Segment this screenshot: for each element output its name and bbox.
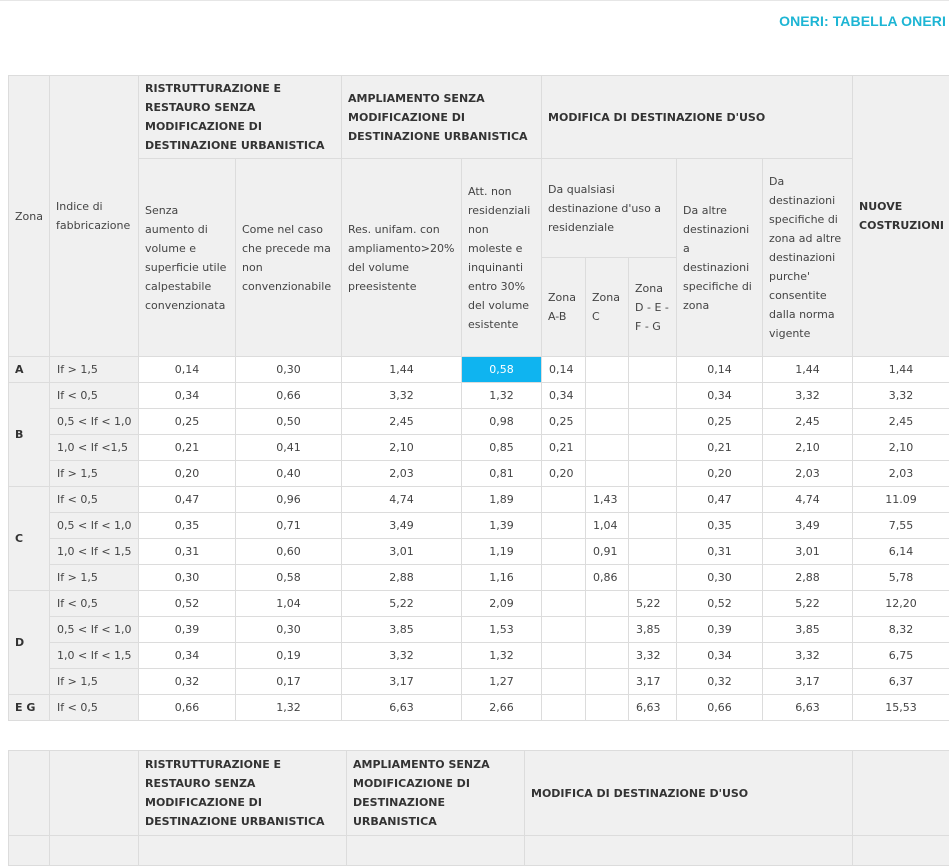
value-cell: 0,98: [462, 409, 542, 435]
table-row: [9, 565, 949, 591]
value-cell: 1,43: [586, 487, 629, 513]
value-cell: 0,85: [462, 435, 542, 461]
value-cell: 4,74: [342, 487, 462, 513]
value-cell: 0,21: [542, 435, 586, 461]
value-cell: [629, 513, 677, 539]
header-res-unifam: Res. unifam. con ampliamento>20% del volume preesistente: [342, 159, 462, 357]
header-zona-c: Zona C: [586, 258, 629, 357]
value-cell: 12,20: [853, 591, 949, 617]
value-cell: 0,19: [236, 643, 342, 669]
value-cell: 3,32: [763, 643, 853, 669]
value-cell: 2,88: [342, 565, 462, 591]
value-cell: 1,44: [342, 357, 462, 383]
highlighted-value-cell[interactable]: 0,58: [462, 357, 542, 383]
value-cell: 1,53: [462, 617, 542, 643]
table-row: [9, 669, 949, 695]
header-ristrutturazione: RISTRUTTURAZIONE E RESTAURO SENZA MODIFICAZIONE DI DESTINAZIONE URBANISTICA: [139, 751, 347, 836]
value-cell: 2,45: [342, 409, 462, 435]
indice-cell: If < 0,5: [50, 591, 139, 617]
header-indice: Indice di fabbricazione: [50, 76, 139, 357]
indice-cell: If < 0,5: [50, 487, 139, 513]
value-cell: [542, 617, 586, 643]
value-cell: [586, 461, 629, 487]
value-cell: 2,03: [342, 461, 462, 487]
header-da-qualsiasi: Da qualsiasi destinazione d'uso a residenziale: [542, 159, 677, 258]
value-cell: [586, 669, 629, 695]
header-cell: [9, 836, 50, 866]
header-da-altre: Da altre destinazioni a destinazioni specifiche di zona: [677, 159, 763, 357]
value-cell: [586, 435, 629, 461]
value-cell: 3,32: [763, 383, 853, 409]
value-cell: 15,53: [853, 695, 949, 721]
value-cell: 0,39: [139, 617, 236, 643]
header-nuove-empty: [853, 751, 949, 836]
value-cell: 0,20: [542, 461, 586, 487]
value-cell: [629, 435, 677, 461]
header-zona-empty: [9, 751, 50, 836]
header-zona: Zona: [9, 76, 50, 357]
value-cell: 0,25: [677, 409, 763, 435]
value-cell: 0,34: [542, 383, 586, 409]
header-ampliamento: AMPLIAMENTO SENZA MODIFICAZIONE DI DESTINAZIONE URBANISTICA: [347, 751, 525, 836]
value-cell: [542, 669, 586, 695]
header-come-nel-caso: Come nel caso che precede ma non convenzionabile: [236, 159, 342, 357]
value-cell: 1,39: [462, 513, 542, 539]
indice-cell: 0,5 < If < 1,0: [50, 513, 139, 539]
value-cell: 6,37: [853, 669, 949, 695]
value-cell: 5,22: [763, 591, 853, 617]
value-cell: [542, 539, 586, 565]
value-cell: 2,45: [853, 409, 949, 435]
value-cell: [629, 565, 677, 591]
value-cell: 2,03: [853, 461, 949, 487]
top-divider: [0, 0, 949, 1]
value-cell: 3,32: [342, 643, 462, 669]
value-cell: 1,19: [462, 539, 542, 565]
table-row: [9, 383, 949, 409]
value-cell: 0,50: [236, 409, 342, 435]
value-cell: 0,47: [139, 487, 236, 513]
value-cell: [586, 409, 629, 435]
value-cell: 2,45: [763, 409, 853, 435]
table-row: [9, 357, 949, 383]
indice-cell: If > 1,5: [50, 669, 139, 695]
value-cell: 6,63: [763, 695, 853, 721]
value-cell: 3,85: [629, 617, 677, 643]
value-cell: 0,66: [677, 695, 763, 721]
value-cell: 0,30: [236, 617, 342, 643]
header-cell: [853, 836, 949, 866]
value-cell: 1,89: [462, 487, 542, 513]
table-row: [9, 539, 949, 565]
value-cell: 0,41: [236, 435, 342, 461]
page-title: ONERI: TABELLA ONERI: [779, 13, 946, 29]
value-cell: 6,63: [342, 695, 462, 721]
value-cell: [629, 461, 677, 487]
value-cell: 1,44: [763, 357, 853, 383]
table-row: [9, 695, 949, 721]
value-cell: 0,25: [139, 409, 236, 435]
value-cell: 0,34: [677, 643, 763, 669]
value-cell: [586, 617, 629, 643]
value-cell: 0,30: [677, 565, 763, 591]
value-cell: 2,03: [763, 461, 853, 487]
value-cell: [629, 383, 677, 409]
table-row: [9, 617, 949, 643]
value-cell: 5,22: [342, 591, 462, 617]
oneri-table-second: [8, 750, 949, 866]
value-cell: 0,35: [677, 513, 763, 539]
value-cell: [629, 409, 677, 435]
value-cell: 2,66: [462, 695, 542, 721]
indice-cell: If > 1,5: [50, 357, 139, 383]
indice-cell: If < 0,5: [50, 383, 139, 409]
indice-cell: 1,0 < If < 1,5: [50, 643, 139, 669]
value-cell: 0,66: [236, 383, 342, 409]
value-cell: 0,86: [586, 565, 629, 591]
zona-cell: C: [9, 487, 50, 591]
indice-cell: If > 1,5: [50, 461, 139, 487]
table-row: [9, 643, 949, 669]
value-cell: 2,10: [342, 435, 462, 461]
value-cell: 8,32: [853, 617, 949, 643]
value-cell: 0,71: [236, 513, 342, 539]
value-cell: 0,14: [542, 357, 586, 383]
header-cell: [139, 836, 347, 866]
value-cell: 0,17: [236, 669, 342, 695]
value-cell: 0,14: [139, 357, 236, 383]
value-cell: 1,32: [462, 383, 542, 409]
table-row: [9, 461, 949, 487]
value-cell: [629, 357, 677, 383]
value-cell: [586, 591, 629, 617]
value-cell: 3,49: [763, 513, 853, 539]
value-cell: 3,01: [763, 539, 853, 565]
value-cell: [586, 383, 629, 409]
value-cell: 0,31: [677, 539, 763, 565]
value-cell: 2,10: [853, 435, 949, 461]
header-ampliamento: AMPLIAMENTO SENZA MODIFICAZIONE DI DESTINAZIONE URBANISTICA: [342, 76, 542, 159]
value-cell: 0,96: [236, 487, 342, 513]
value-cell: [542, 487, 586, 513]
value-cell: [542, 591, 586, 617]
value-cell: 0,39: [677, 617, 763, 643]
value-cell: 0,66: [139, 695, 236, 721]
table-row: [9, 409, 949, 435]
value-cell: 0,30: [139, 565, 236, 591]
table-row: [9, 435, 949, 461]
value-cell: 3,32: [342, 383, 462, 409]
value-cell: 0,21: [139, 435, 236, 461]
value-cell: 4,74: [763, 487, 853, 513]
value-cell: [542, 643, 586, 669]
zona-cell: A: [9, 357, 50, 383]
header-ristrutturazione: RISTRUTTURAZIONE E RESTAURO SENZA MODIFICAZIONE DI DESTINAZIONE URBANISTICA: [139, 76, 342, 159]
value-cell: [542, 513, 586, 539]
value-cell: 0,31: [139, 539, 236, 565]
value-cell: 3,17: [763, 669, 853, 695]
value-cell: 0,34: [139, 383, 236, 409]
header-nuove: NUOVE COSTRUZIONI: [853, 76, 949, 357]
value-cell: 0,30: [236, 357, 342, 383]
value-cell: 6,63: [629, 695, 677, 721]
value-cell: 7,55: [853, 513, 949, 539]
value-cell: 1,32: [462, 643, 542, 669]
value-cell: 1,32: [236, 695, 342, 721]
header-indice-empty: [50, 751, 139, 836]
value-cell: 0,35: [139, 513, 236, 539]
value-cell: 1,44: [853, 357, 949, 383]
value-cell: 0,32: [677, 669, 763, 695]
value-cell: 1,27: [462, 669, 542, 695]
value-cell: 0,60: [236, 539, 342, 565]
header-senza-aumento: Senza aumento di volume e superficie utile calpestabile convenzionata: [139, 159, 236, 357]
value-cell: 6,14: [853, 539, 949, 565]
value-cell: [586, 357, 629, 383]
header-zona-ab: Zona A-B: [542, 258, 586, 357]
value-cell: 2,09: [462, 591, 542, 617]
header-cell: [347, 836, 525, 866]
header-modifica: MODIFICA DI DESTINAZIONE D'USO: [525, 751, 853, 836]
value-cell: 2,88: [763, 565, 853, 591]
value-cell: 0,34: [139, 643, 236, 669]
header-cell: [50, 836, 139, 866]
value-cell: 3,85: [763, 617, 853, 643]
value-cell: 3,49: [342, 513, 462, 539]
value-cell: [629, 487, 677, 513]
indice-cell: If > 1,5: [50, 565, 139, 591]
value-cell: 0,21: [677, 435, 763, 461]
header-modifica: MODIFICA DI DESTINAZIONE D'USO: [542, 76, 853, 159]
value-cell: 1,16: [462, 565, 542, 591]
zona-cell: E G: [9, 695, 50, 721]
value-cell: [586, 695, 629, 721]
value-cell: 3,17: [342, 669, 462, 695]
value-cell: 0,25: [542, 409, 586, 435]
indice-cell: 0,5 < If < 1,0: [50, 409, 139, 435]
zona-cell: D: [9, 591, 50, 695]
value-cell: 0,47: [677, 487, 763, 513]
value-cell: [586, 643, 629, 669]
value-cell: 2,10: [763, 435, 853, 461]
value-cell: 6,75: [853, 643, 949, 669]
value-cell: [542, 565, 586, 591]
value-cell: 0,32: [139, 669, 236, 695]
value-cell: 0,58: [236, 565, 342, 591]
value-cell: 5,22: [629, 591, 677, 617]
header-att-non-res: Att. non residenziali non moleste e inquinanti entro 30% del volume esistente: [462, 159, 542, 357]
value-cell: [629, 539, 677, 565]
value-cell: [542, 695, 586, 721]
value-cell: 0,81: [462, 461, 542, 487]
value-cell: 3,17: [629, 669, 677, 695]
value-cell: 0,91: [586, 539, 629, 565]
header-cell: [525, 836, 853, 866]
header-da-destinazioni: Da destinazioni specifiche di zona ad altre destinazioni purche' consentite dalla norma vigente: [763, 159, 853, 357]
indice-cell: If < 0,5: [50, 695, 139, 721]
value-cell: 3,32: [853, 383, 949, 409]
table-row: [9, 513, 949, 539]
table-row: [9, 591, 949, 617]
indice-cell: 0,5 < If < 1,0: [50, 617, 139, 643]
value-cell: 3,85: [342, 617, 462, 643]
value-cell: 0,14: [677, 357, 763, 383]
indice-cell: 1,0 < If < 1,5: [50, 539, 139, 565]
oneri-table: [8, 75, 949, 721]
value-cell: 1,04: [236, 591, 342, 617]
value-cell: 3,01: [342, 539, 462, 565]
value-cell: 0,52: [677, 591, 763, 617]
value-cell: 3,32: [629, 643, 677, 669]
value-cell: 0,20: [139, 461, 236, 487]
header-zona-defg: Zona D - E - F - G: [629, 258, 677, 357]
zona-cell: B: [9, 383, 50, 487]
value-cell: 0,40: [236, 461, 342, 487]
value-cell: 0,20: [677, 461, 763, 487]
value-cell: 0,34: [677, 383, 763, 409]
value-cell: 5,78: [853, 565, 949, 591]
indice-cell: 1,0 < If <1,5: [50, 435, 139, 461]
value-cell: 11.09: [853, 487, 949, 513]
value-cell: 1,04: [586, 513, 629, 539]
value-cell: 0,52: [139, 591, 236, 617]
table-row: [9, 487, 949, 513]
